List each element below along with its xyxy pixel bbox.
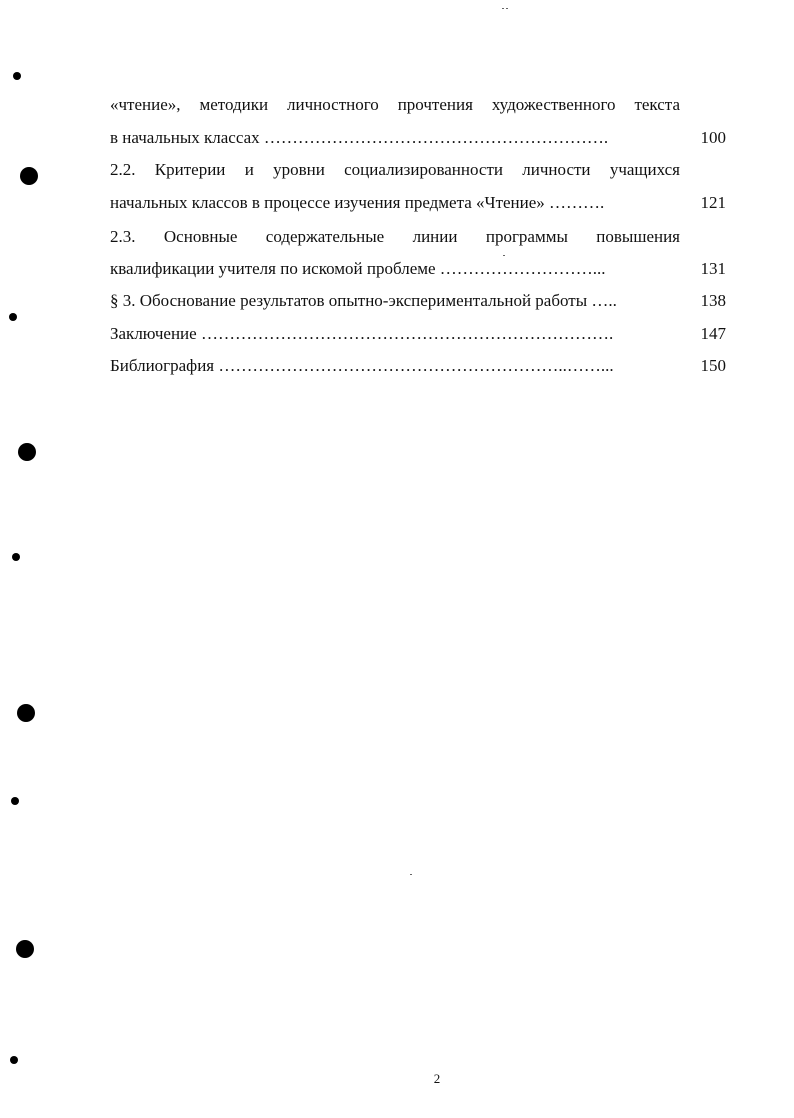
punch-hole-mark [16,940,34,958]
toc-entry-text: 2.2. Критерии и уровни социализированности личности учащихся [110,160,680,179]
toc-entry-text: квалификации учителя по искомой проблеме ………………………... [110,259,606,278]
toc-page-number: 131 [700,259,726,278]
toc-entry-text: Библиография ……………………………………………………..……... [110,356,614,375]
toc-entry-text: «чтение», методики личностного прочтения художественного текста [110,95,680,114]
punch-hole-mark [10,1056,18,1064]
scan-speck [410,874,412,875]
toc-entry-text: § 3. Обоснование результатов опытно-экспериментальной работы ….. [110,291,617,310]
toc-page-number: 121 [700,193,726,212]
toc-entry-text: 2.3. Основные содержательные линии программы повышения [110,227,680,246]
page-number: 2 [433,1071,441,1086]
punch-hole-mark [13,72,21,80]
punch-hole-mark [18,443,36,461]
toc-entry-text: начальных классов в процессе изучения предмета «Чтение» ………. [110,193,605,212]
scan-speck [503,255,505,256]
toc-page-number: 150 [700,356,726,375]
scan-speck [502,8,504,9]
toc-page-number: 147 [700,324,726,343]
scan-speck [506,8,508,9]
toc-entry-text: в начальных классах ……………………………………………………. [110,128,609,147]
punch-hole-mark [17,704,35,722]
toc-entry-text: Заключение ………………………………………………………………. [110,324,614,343]
toc-page-number: 138 [700,291,726,310]
punch-hole-mark [9,313,17,321]
toc-page-number: 100 [700,128,726,147]
punch-hole-mark [11,797,19,805]
punch-hole-mark [12,553,20,561]
punch-hole-mark [20,167,38,185]
